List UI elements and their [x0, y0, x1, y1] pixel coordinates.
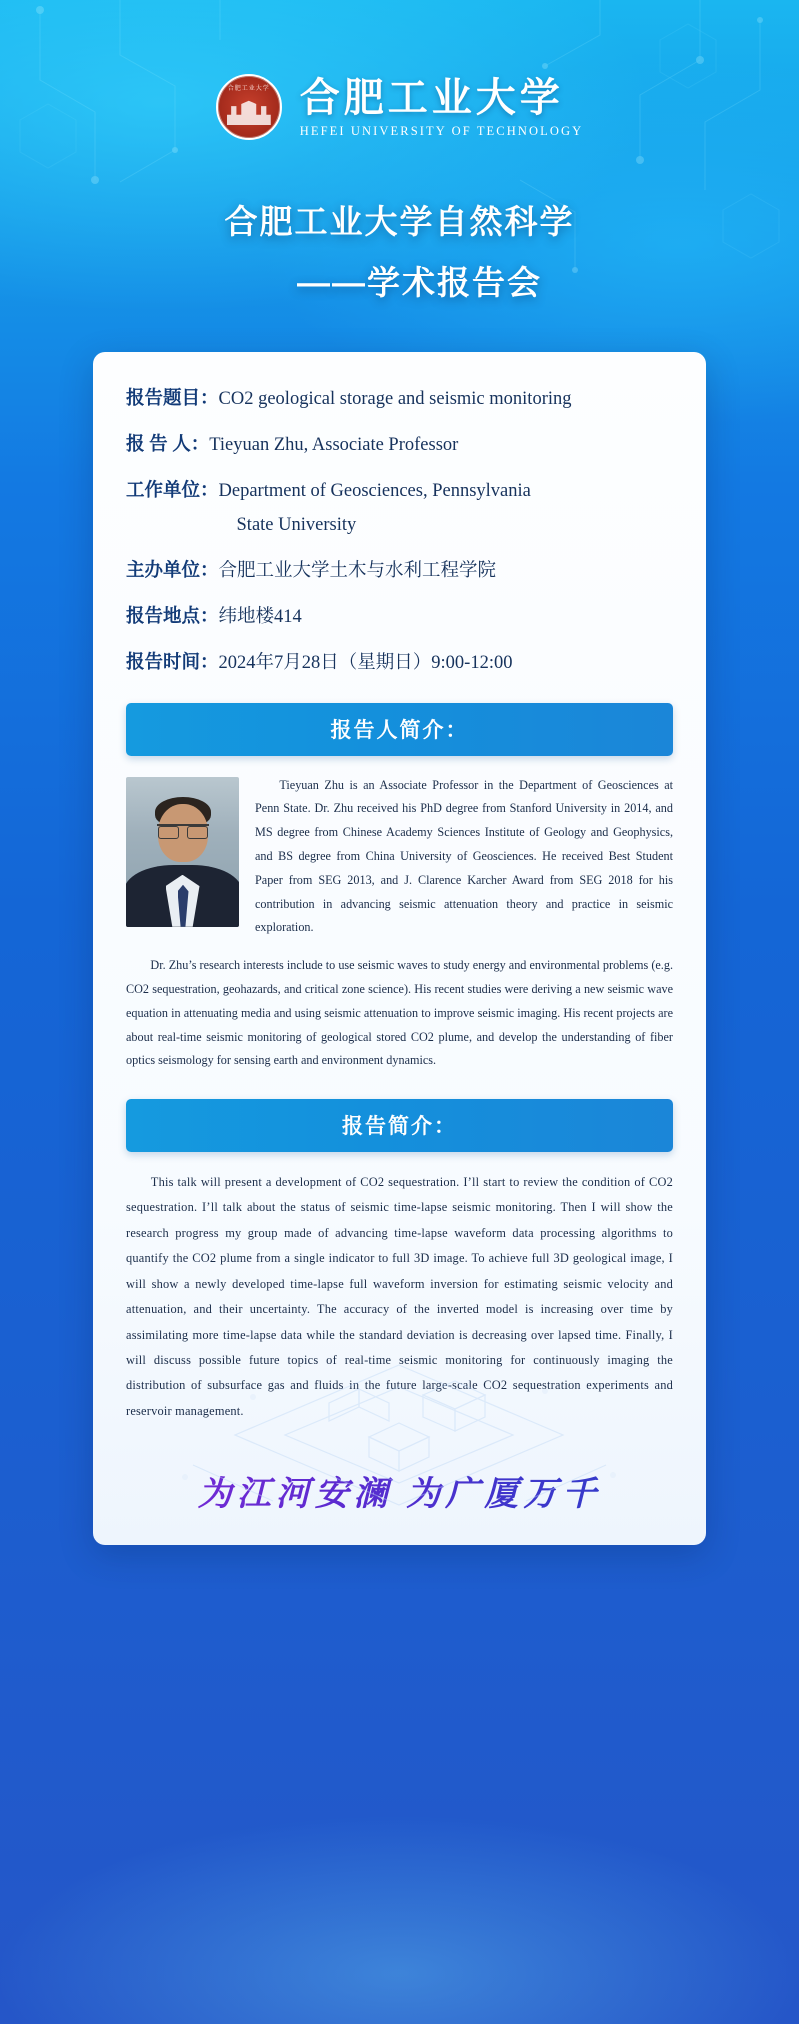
info-row-location [126, 604, 673, 631]
talk-section-banner: 报告简介： [126, 1099, 673, 1152]
university-names [300, 76, 583, 139]
content-card [93, 352, 706, 1545]
speaker-section-banner: 报告人简介： [126, 703, 673, 756]
university-seal-icon [216, 74, 282, 140]
info-value-location: 纬地楼414 [218, 607, 302, 628]
info-row-speaker [126, 432, 673, 459]
info-label-affiliation: 工作单位： [126, 480, 219, 501]
info-row-time [126, 650, 673, 677]
speaker-bio-paragraph-1: Tieyuan Zhu is an Associate Professor in the Department of Geosciences at Penn State. Dr. Zhu received his PhD degree from Stanford University in 2014, and MS degree from Chinese Academy Sciences Institute of Geology and Geophysics, and BS degree from China University of Geosciences. He received Best Student Paper from SEG 2013, and J. Clarence Karcher Award from SEG 2018 for his contribution in advancing seismic attenuation theory and practice in seismic exploration. [255, 777, 673, 935]
poster-header [0, 0, 799, 304]
info-label-topic: 报告题目： [126, 389, 219, 409]
poster-title-line2: ——学术报告会 [297, 264, 542, 301]
info-row-affiliation [126, 478, 673, 540]
speaker-portrait-photo [126, 777, 239, 927]
info-value-organizer: 合肥工业大学土木与水利工程学院 [218, 561, 497, 582]
portrait-glasses [157, 824, 209, 838]
info-label-speaker: 报 告 人： [126, 434, 210, 455]
info-row-topic [126, 386, 673, 413]
university-name-en: HEFEI UNIVERSITY OF TECHNOLOGY [299, 123, 584, 138]
info-value-affiliation-cont: State University [236, 515, 357, 536]
info-label-location: 报告地点： [126, 607, 219, 628]
university-name-cn: 合肥工业大学 [299, 75, 564, 120]
bottom-glow-decoration [0, 1604, 799, 2024]
info-value-time: 2024年7月28日（星期日）9:00-12:00 [218, 652, 513, 673]
poster-title-line1: 合肥工业大学自然科学 [224, 203, 575, 240]
seal-top-text: 合肥工业大学 [227, 86, 270, 92]
info-value-topic: CO2 geological storage and seismic monitoring [218, 389, 572, 409]
info-label-time: 报告时间： [126, 652, 219, 673]
info-value-speaker: Tieyuan Zhu, Associate Professor [209, 434, 459, 455]
speaker-bio-paragraph-2: Dr. Zhu’s research interests include to use seismic waves to study energy and environmental problems (e.g. CO2 sequestration, geohazards, and critical zone science). His recent studies were deriving a new seismic wave equation in attenuating media and using seismic attenuation to improve seismic imaging. His recent projects are about real-time seismic monitoring of geological stored CO2 plume, and develop the understanding of fiber optics seismology for sensing earth and environment dynamics. [126, 958, 673, 1068]
poster-title [0, 196, 799, 304]
info-value-affiliation: Department of Geosciences, Pennsylvania [218, 480, 531, 501]
university-logo-row [0, 74, 799, 140]
talk-abstract-paragraph: This talk will present a development of CO2 sequestration. I’ll start to review the condition of CO2 sequestration. I’ll talk about the status of seismic time-lapse seismic monitoring. Then I will show the research progress my group made of advancing time-lapse waveform data processing algorithms to quantify the CO2 plume from a single indicator to full 3D image. To achieve full 3D geological image, I will show a newly developed time-lapse full waveform inversion for estimating seismic velocity and attenuation, and their uncertainty. The accuracy of the inverted model is increasing over time by assimilating more time-lapse data while the standard deviation is decreasing over lapsed time. Finally, I will discuss possible future topics of real-time seismic monitoring for continuously imaging the distribution of subsurface gas and fluids in the future large-scale CO2 sequestration experiments and reservoir management. [126, 1175, 673, 1418]
info-row-organizer [126, 558, 673, 585]
lecture-info-list [126, 386, 673, 677]
info-label-organizer: 主办单位： [126, 561, 219, 582]
speaker-bio [126, 774, 673, 1073]
talk-abstract [126, 1170, 673, 1424]
info-value-affiliation-wrap [219, 478, 531, 540]
footer-slogan: 为江河安澜 为广厦万千 [126, 1450, 673, 1545]
